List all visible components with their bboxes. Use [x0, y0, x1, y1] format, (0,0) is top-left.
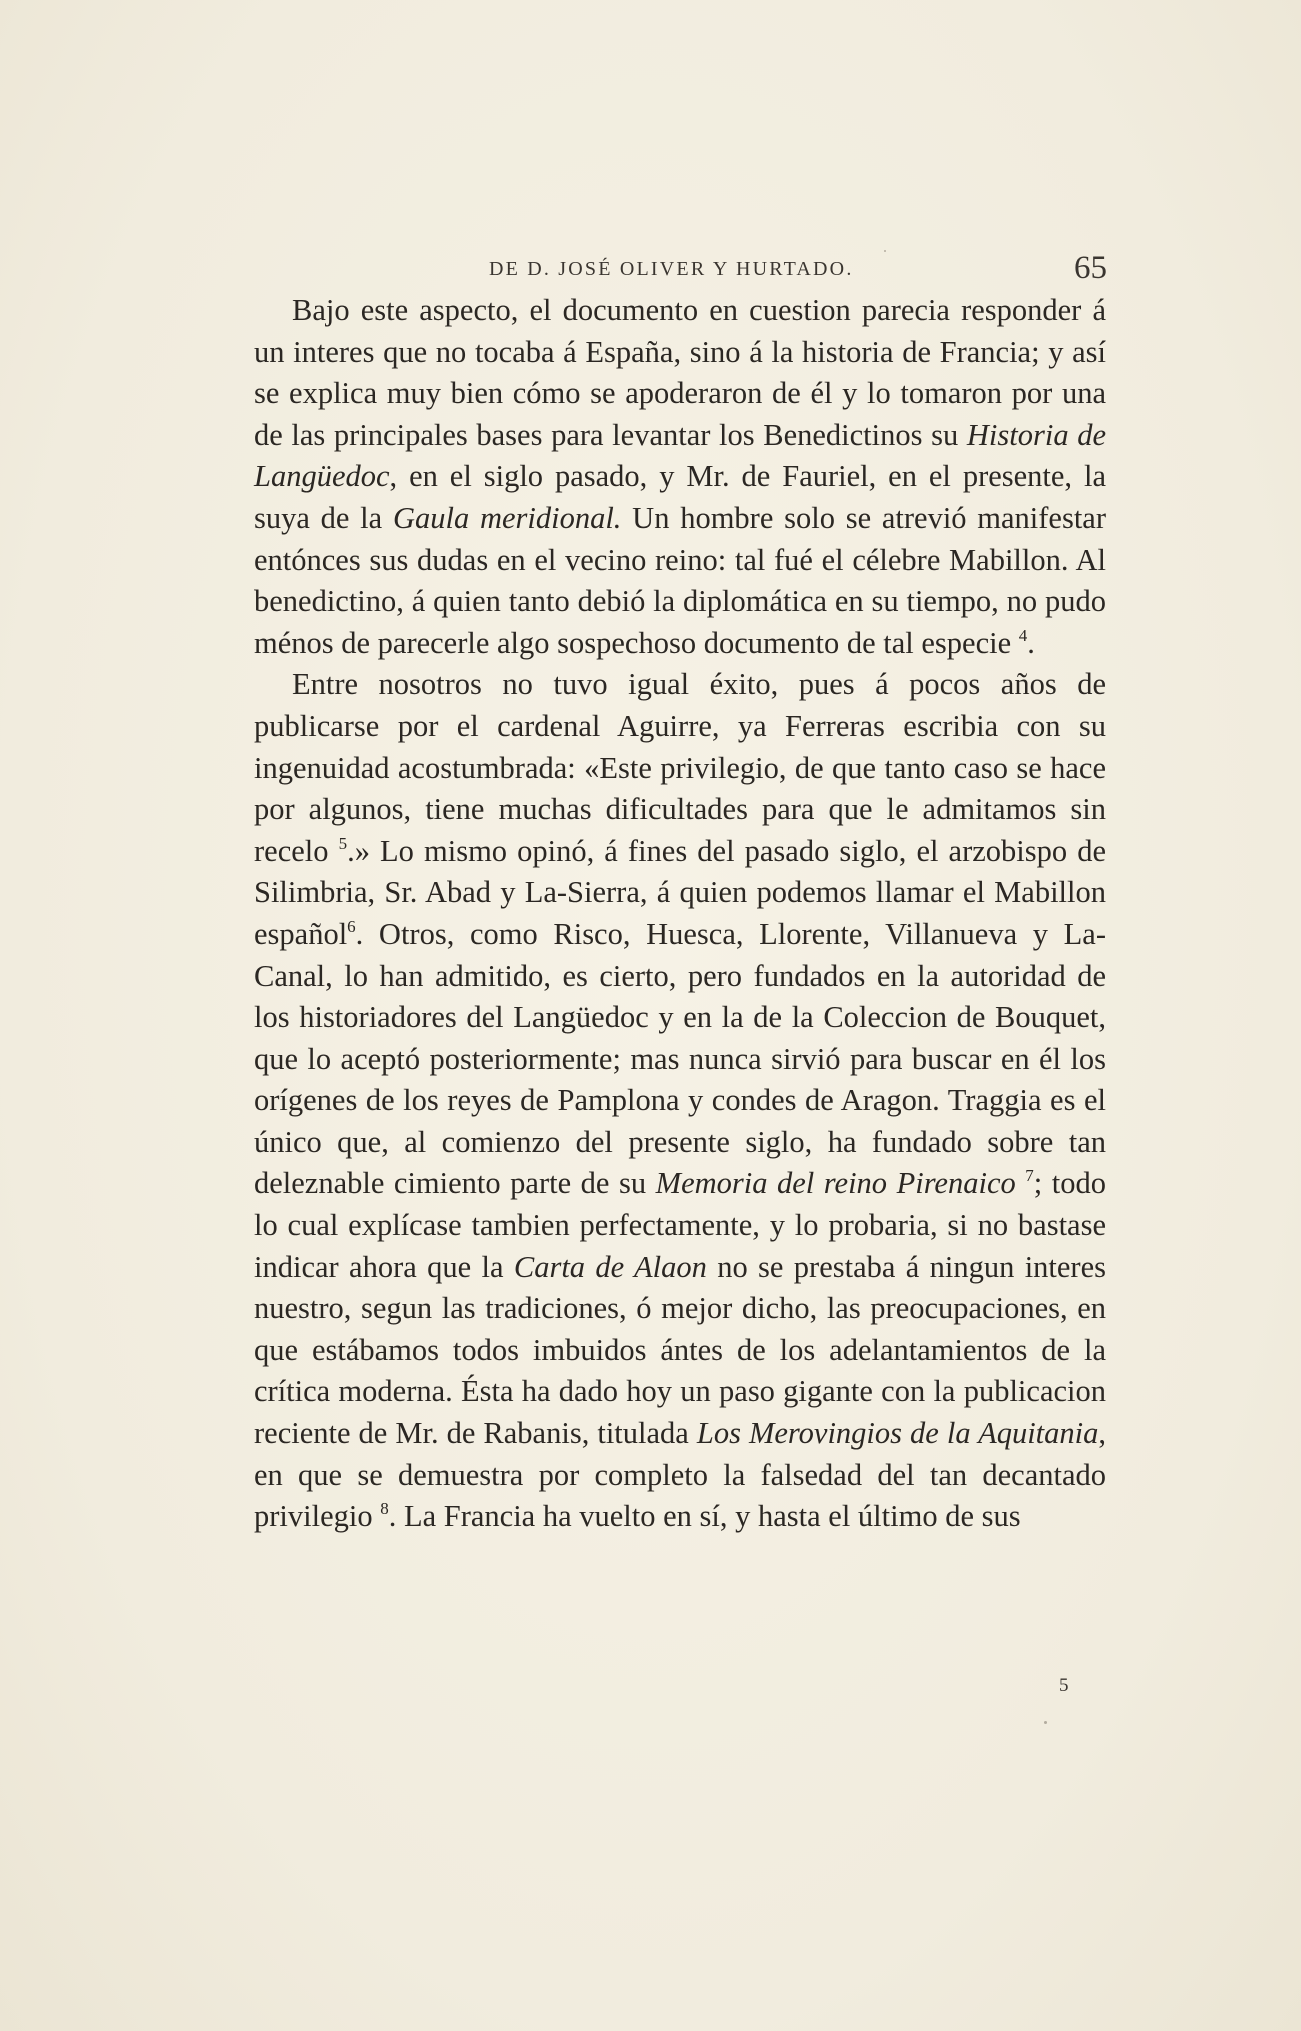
- text-run: ; todo lo cual explícase tambien perfectamente, y lo probaria, si no bastase indicar ahora que la: [254, 1166, 1107, 1284]
- signature-mark: 5: [1059, 1675, 1069, 1696]
- text-run: .» Lo mismo opinó, á fines del pasado siglo, el arzobispo de Silimbria, Sr. Abad y La-Sierra, á quien podemos llamar el Mabillon español: [254, 833, 1106, 951]
- paragraph: [254, 664, 1106, 1537]
- text-run: Un hombre solo se atrevió manifestar entónces sus dudas en el vecino reino: tal fué el célebre Mabillon. Al benedictino, á quien tanto debió la diplomática en su tiempo, no pudo ménos de parecerle algo sospechoso documento de tal especie: [254, 500, 1106, 660]
- italic-title: Gaula meridional.: [392, 500, 622, 535]
- italic-title: Los Merovingios de la Aquitania: [696, 1416, 1099, 1451]
- paper-speck: [884, 250, 886, 252]
- paper-speck: [1044, 1721, 1047, 1724]
- footnote-ref: 7: [1025, 1166, 1034, 1186]
- italic-title: Memoria del reino Pirenaico: [655, 1166, 1016, 1201]
- text-run: no se prestaba á ningun interes nuestro, segun las tradiciones, ó mejor dicho, las preocupaciones, en que estábamos todos imbuidos ántes de los adelantamientos de la crítica moderna. Ésta ha dado hoy un paso gigante con la publicacion reciente de Mr. de Rabanis, titulada: [254, 1249, 1107, 1451]
- text-run: , en que se demuestra por completo la falsedad del tan decantado privilegio: [254, 1416, 1106, 1534]
- page-number: 65: [1074, 250, 1107, 286]
- text-run: . Otros, como Risco, Huesca, Llorente, Villanueva y La-Canal, lo han admitido, es cierto, pero fundados en la autoridad de los historiadores del Langüedoc y en la de la Coleccion de Bouquet, que lo aceptó posteriormente; mas nunca sirvió para buscar en él los orígenes de los reyes de Pamplona y condes de Aragon. Traggia es el único que, al comienzo del presente siglo, ha fundado sobre tan deleznable cimiento parte de su: [254, 916, 1106, 1201]
- body-text: [254, 290, 1106, 1538]
- text-run: [1016, 1166, 1026, 1200]
- text-run: Entre nosotros no tuvo igual éxito, pues á pocos años de publicarse por el cardenal Aguirre, ya Ferreras escribia con su ingenuidad acostumbrada: «Este privilegio, de que tanto caso se hace por algunos, tiene muchas dificultades para que le admitamos sin recelo: [254, 667, 1106, 868]
- footnote-ref: 5: [338, 833, 348, 853]
- italic-title: Historia de Langüedoc: [254, 417, 1106, 494]
- italic-title: Carta de Alaon: [513, 1249, 707, 1284]
- footnote-ref: 6: [347, 916, 356, 936]
- running-head: DE D. JOSÉ OLIVER Y HURTADO.: [489, 258, 854, 280]
- text-run: Bajo este aspecto, el documento en cuestion parecia responder á un interes que no tocaba á España, sino á la historia de Francia; y así se explica muy bien cómo se apoderaron de él y lo tomaron por una de las principales bases para levantar los Benedictinos su: [254, 293, 1106, 452]
- text-run: , en el siglo pasado, y Mr. de Fauriel, en el presente, la suya de la: [254, 459, 1106, 535]
- text-run: . La Francia ha vuelto en sí, y hasta el último de sus: [388, 1499, 1021, 1534]
- footnote-ref: 4: [1018, 625, 1028, 645]
- paragraph: [254, 290, 1106, 664]
- text-run: .: [1027, 625, 1035, 660]
- footnote-ref: 8: [380, 1499, 389, 1519]
